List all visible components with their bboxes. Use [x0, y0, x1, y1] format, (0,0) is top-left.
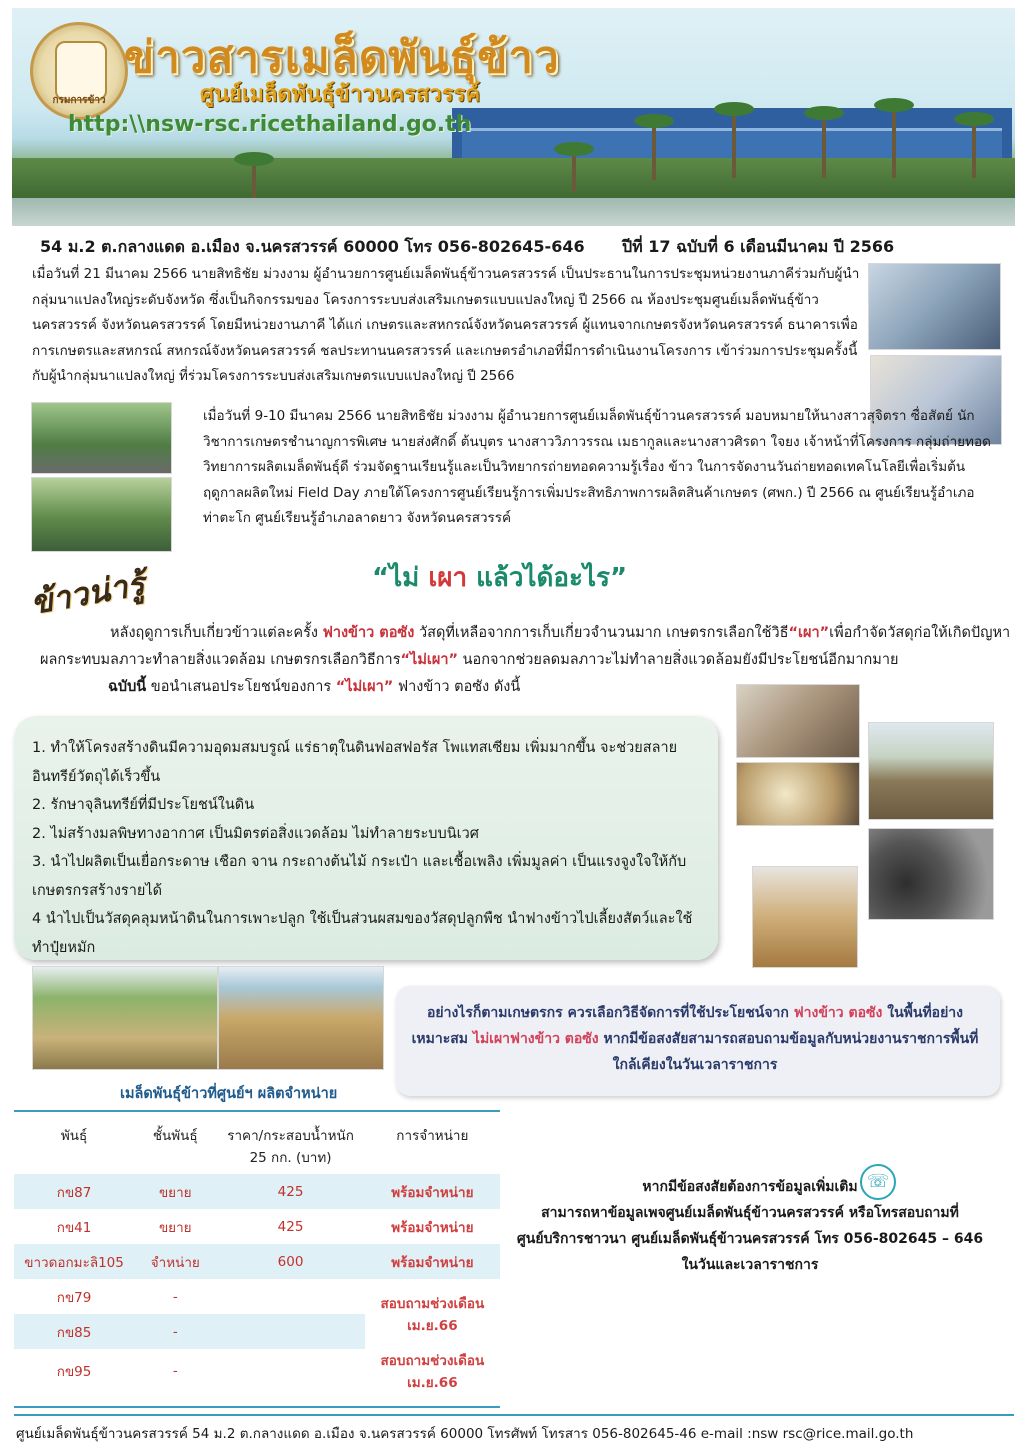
benefit-item: 4 นำไปเป็นวัสดุคลุมหน้าดินในการเพาะปลูก ใช้เป็นส่วนผสมของวัสดุปลูกพืช นำฟางข้าวไปเลี้ยงสัตว์และใช้ทำปุ๋ยหมัก: [32, 911, 693, 956]
news-item-field-day: เมื่อวันที่ 9-10 มีนาคม 2566 นายสิทธิชัย ม่วงงาม ผู้อำนวยการศูนย์เมล็ดพันธุ์ข้าวนครสวรรค์ มอบหมายให้นางสาวสุจิตรา ซื่อสัตย์ นักวิชาการเกษตรชำนาญการพิเศษ นายส่งศักดิ์ ต้นบุตร นางสาววิภาวรรณ เมธากูลและนางสาวศิรดา ใจยง เจ้าหน้าที่โครงการ กลุ่มถ่ายทอดวิทยาการผลิตเมล็ดพันธุ์ดี ร่วมจัดฐานเรียนรู้และเป็นวิทยากรถ่ายทอดความรู้เรื่อง ข้าว ในการจัดงานวันถ่ายทอดเทคโนโลยีเพื่อเริ่มต้นฤดูกาลผลิตใหม่ Field Day ภายใต้โครงการศูนย์เรียนรู้การเพิ่มประสิทธิภาพการผลิตสินค้าเกษตร (ศพก.) ปี 2566 ณ ศูนย์เรียนรู้อำเภอท่าตะโก ศูนย์เรียนรู้อำเภอลาดยาว จังหวัดนครสวรรค์: [203, 408, 991, 526]
cell-price: 600: [216, 1244, 364, 1279]
benefit-item: 2. ไม่สร้างมลพิษทางอากาศ เป็นมิตรต่อสิ่งแวดล้อม ไม่ทำลายระบบนิเวศ: [32, 825, 479, 842]
contact-line-2: สามารถหาข้อมูลเพจศูนย์เมล็ดพันธุ์ข้าวนครสวรรค์ หรือโทรสอบถามที่: [541, 1205, 959, 1221]
benefit-item: 1. ทำให้โครงสร้างดินมีความอุดมสมบรูณ์ แร่ธาตุในดินฟอสฟอรัส โพแทสเซียม เพิ่มมากขึ้น จะช่วยสลายอินทรีย์วัตถุได้เร็วขึ้น: [32, 740, 678, 785]
cell-class: ขยาย: [134, 1174, 216, 1209]
cell-price: [216, 1279, 364, 1314]
website-url[interactable]: http:\\nsw-rsc.ricethailand.go.th: [68, 112, 472, 137]
table-rule-bottom: [14, 1406, 500, 1408]
table-header-row: [14, 1120, 500, 1174]
article-intro: หลังฤดูการเก็บเกี่ยวข้าวแต่ละครั้ง ฟางข้าว ตอซัง วัสดุที่เหลือจากการเก็บเกี่ยวจำนวนมาก เกษตรกรเลือกใช้วิธี“เผา”เพื่อกำจัดวัสดุก่อให้เกิดปัญหาผลกระทบมลภาวะทำลายสิ่งแวดล้อม เกษตรกรเลือกวิธีการ“ไม่เผา” นอกจากช่วยลดมลภาวะไม่ทำลายสิ่งแวดล้อมยังมีประโยชน์อีกมากมาย ฉบับนี้ ขอนำเสนอประโยชน์ของการ “ไม่เผา” ฟางข้าว ตอซัง ดังนี้: [40, 625, 1011, 695]
news-item-meeting: เมื่อวันที่ 21 มีนาคม 2566 นายสิทธิชัย ม่วงงาม ผู้อำนวยการศูนย์เมล็ดพันธุ์ข้าวนครสวรรค์ เป็นประธานในการประชุมหน่วยงานภาคีร่วมกับผู้นำกลุ่มนาแปลงใหญ่ระดับจังหวัด ซึ่งเป็นกิจกรรมของ โครงการระบบส่งเสริมเกษตรแบบแปลงใหญ่ ปี 2566 ณ ห้องประชุมศูนย์เมล็ดพันธุ์ข้าวนครสวรรค์ จังหวัดนครสวรรค์ โดยมีหน่วยงานภาคี ได้แก่ เกษตรและสหกรณ์จังหวัดนครสวรรค์ ผู้แทนจากเกษตรจังหวัดนครสวรรค์ ธนาคารเพื่อการเกษตรและสหกรณ์ สหกรณ์จังหวัดนครสวรรค์ ชลประทานนครสวรรค์ และเกษตรอำเภอที่มีการดำเนินงานโครงการ เข้าร่วมการประชุมครั้งนี้ กับผู้นำกลุ่มนาแปลงใหญ่ ที่ร่วมโครงการระบบส่งเสริมเกษตรแบบแปลงใหญ่ ปี 2566: [32, 266, 860, 384]
cell-class: ขยาย: [158, 1219, 192, 1236]
cell-price: 425: [216, 1174, 364, 1209]
benefit-item: 3. นำไปผลิตเป็นเยื่อกระดาษ เชือก จาน กระถางต้นไม้ กระเป๋า และเชื้อเพลิง เพิ่มมูลค่า เป็นแรงจูงใจให้กับเกษตรกรสร้างรายได้: [32, 854, 687, 899]
cell-class: จำหน่าย: [134, 1244, 216, 1279]
cell-variety: กข79: [56, 1289, 92, 1306]
cell-variety: กข85: [14, 1314, 134, 1349]
cell-price: 425: [277, 1218, 304, 1235]
table-row: [14, 1279, 500, 1314]
masthead-banner: [12, 8, 1015, 226]
col-variety: พันธุ์: [60, 1128, 88, 1144]
table-row: [14, 1349, 500, 1393]
cell-status: พร้อมจำหน่าย: [391, 1219, 474, 1236]
article-headline: “ไม่ เผา แล้วได้อะไร”: [372, 563, 628, 593]
section-tag: ข้าวน่ารู้: [27, 564, 148, 622]
straw-fuel-photo: [868, 828, 994, 920]
meeting-photo-1: [868, 263, 1001, 350]
cell-variety: กข87: [14, 1174, 134, 1209]
cell-variety: กข95: [56, 1364, 92, 1380]
cell-price: [216, 1314, 364, 1349]
table-row: [14, 1174, 500, 1209]
masthead-address: 54 ม.2 ต.กลางแดด อ.เมือง จ.นครสวรรค์ 60000 โทร 056-802645-646: [40, 237, 585, 256]
table-row: [14, 1209, 500, 1244]
cell-price: [216, 1349, 364, 1393]
benefit-item: 2. รักษาจุลินทรีย์ที่มีประโยชน์ในดิน: [32, 797, 255, 813]
rice-department-logo: [30, 22, 128, 120]
footer-rule: [14, 1414, 1014, 1416]
cell-status: พร้อมจำหน่าย: [365, 1244, 500, 1279]
col-class: ชั้นพันธุ์: [152, 1128, 198, 1144]
straw-pots-photo: [752, 866, 858, 968]
phone-icon: ☏: [860, 1164, 896, 1200]
col-price: ราคา/กระสอบน้ำหนัก 25 กก. (บาท): [227, 1128, 354, 1166]
contact-info: [500, 1174, 1000, 1278]
tree-line: [12, 158, 1015, 198]
cell-variety: กข41: [56, 1219, 92, 1236]
cell-class: -: [172, 1363, 178, 1379]
mulch-field-photo: [32, 966, 218, 1070]
cell-status: สอบถามช่วงเดือน เม.ย.66: [365, 1279, 500, 1349]
logo-text: กรมการข้าว: [52, 95, 106, 106]
cell-status: สอบถามช่วงเดือน เม.ย.66: [380, 1353, 485, 1391]
issue-info: ปีที่ 17 ฉบับที่ 6 เดือนมีนาคม ปี 2566: [622, 237, 895, 256]
cell-status: พร้อมจำหน่าย: [365, 1174, 500, 1209]
seed-table-caption: เมล็ดพันธุ์ข้าวที่ศูนย์ฯ ผลิตจำหน่าย: [120, 1086, 338, 1102]
contact-line-1: หากมีข้อสงสัยต้องการข้อมูลเพิ่มเติม: [642, 1179, 858, 1195]
cell-class: -: [172, 1288, 178, 1305]
straw-bales-photo: [218, 966, 384, 1070]
field-day-photo-2: [31, 477, 172, 552]
footer-address: ศูนย์เมล็ดพันธุ์ข้าวนครสวรรค์ 54 ม.2 ต.กลางแดด อ.เมือง จ.นครสวรรค์ 60000 โทรศัพท์ โทรสาร 056-802645-46 e-mail :nsw rsc@rice.mail.go.th: [16, 1426, 914, 1442]
cell-class: -: [134, 1314, 216, 1349]
straw-pulp-photo: [736, 762, 860, 826]
field-day-photo-1: [31, 402, 172, 474]
cattle-feed-photo: [736, 684, 860, 758]
benefits-box: [14, 716, 718, 960]
advice-box: อย่างไรก็ตามเกษตรกร ควรเลือกวิธีจัดการที่ใช้ประโยชน์จาก ฟางข้าว ตอซัง ในพื้นที่อย่างเหมาะสม ไม่เผาฟางข้าว ตอซัง หากมีข้อสงสัยสามารถสอบถามข้อมูลกับหน่วยงานราชการพื้นที่ใกล้เคียงในวันเวลาราชการ: [396, 986, 1000, 1096]
cell-variety: ขาวดอกมะลิ105: [14, 1244, 134, 1279]
table-rule-top: [14, 1110, 500, 1112]
seed-price-table: [14, 1120, 500, 1393]
col-status: การจำหน่าย: [396, 1128, 469, 1144]
compost-pit-photo: [868, 722, 994, 820]
newsletter-title: ข่าวสารเมล็ดพันธุ์ข้าว: [124, 32, 560, 83]
benefits-list: [14, 716, 718, 962]
contact-line-3: ศูนย์บริการชาวนา ศูนย์เมล็ดพันธุ์ข้าวนครสวรรค์ โทร 056-802645 – 646: [516, 1231, 984, 1247]
pond: [12, 198, 1015, 226]
contact-line-4: ในวันและเวลาราชการ: [681, 1257, 819, 1273]
newsletter-subtitle: ศูนย์เมล็ดพันธุ์ข้าวนครสวรรค์: [200, 82, 481, 107]
table-row: [14, 1244, 500, 1279]
